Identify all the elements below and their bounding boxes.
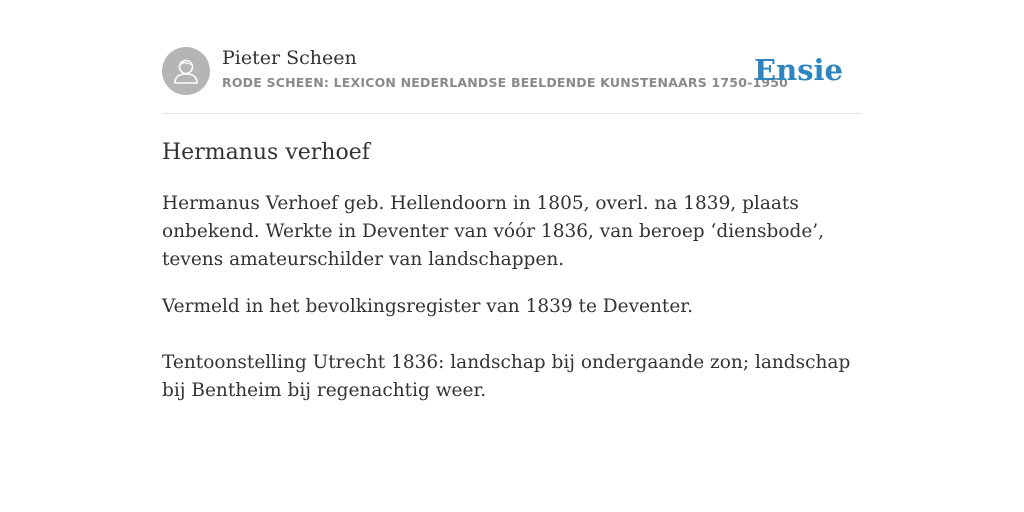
user-icon [162,47,210,95]
author-header [162,46,862,96]
entry-body [162,190,862,405]
paragraph: Hermanus Verhoef geb. Hellendoorn in 1805, overl. na 1839, plaats onbekend. Werkte in Deventer van vóór 1836, van beroep ‘diensbode’, tevens amateurschilder van landschappen. [162,193,825,270]
avatar[interactable] [162,47,210,95]
page-title: Hermanus verhoef [162,140,370,165]
header-divider [162,113,862,114]
paragraph: Tentoonstelling Utrecht 1836: landschap bij ondergaande zon; landschap bij Bentheim bij regenachtig weer. [162,352,851,401]
author-name[interactable]: Pieter Scheen [222,47,357,69]
ensie-logo[interactable]: Ensie [754,53,843,87]
paragraph: Vermeld in het bevolkingsregister van 1839 te Deventer. [162,296,693,317]
source-label[interactable]: RODE SCHEEN: LEXICON NEDERLANDSE BEELDENDE KUNSTENAARS 1750-1950 [222,75,789,90]
